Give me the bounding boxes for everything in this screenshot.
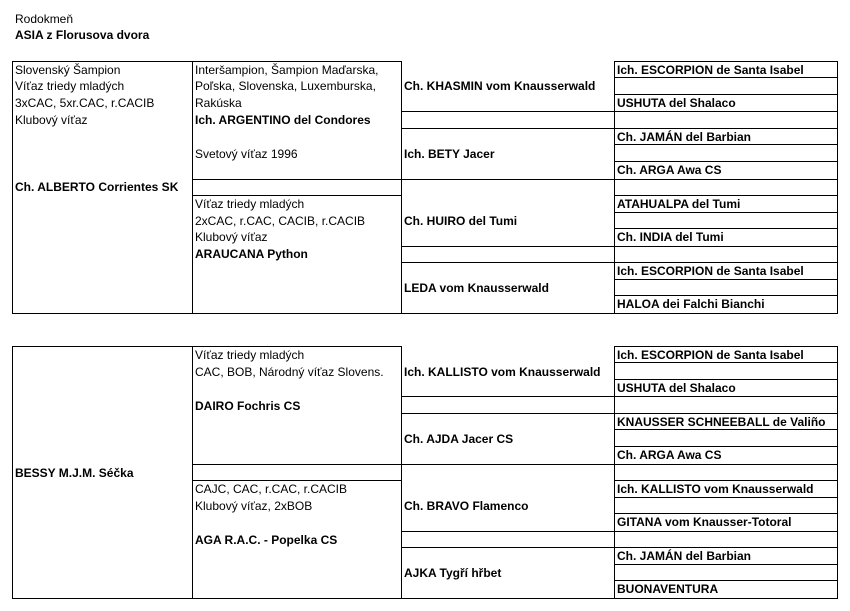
gen3-ancestor: Ch. KHASMIN vom Knausserwald [404,79,596,93]
grandsire-title: Rakúska [195,96,242,110]
gen4-ancestor: BUONAVENTURA [617,582,719,596]
granddam-title: 2xCAC, r.CAC, CACIB, r.CACIB [195,214,366,228]
sire-title: Klubový víťaz [15,113,88,127]
granddam-title: CAJC, CAC, r.CAC, r.CACIB [195,482,348,496]
gen4-ancestor: Ich. ESCORPION de Santa Isabel [617,63,804,77]
gen4-ancestor: Ch. INDIA del Tumi [617,230,724,244]
gen4-ancestor: GITANA vom Knausser-Totoral [617,515,792,529]
gen3-ancestor: Ch. HUIRO del Tumi [404,214,518,228]
document-label: Rodokmeň [15,12,74,26]
dog-name-title: ASIA z Florusova dvora [15,28,150,42]
grandsire-title: CAC, BOB, Národný víťaz Slovens. [195,365,384,379]
grandsire-title: Interšampion, Šampion Maďarska, [195,63,379,77]
gen4-ancestor: Ich. KALLISTO vom Knausserwald [617,482,814,496]
dam-name: BESSY M.J.M. Séčka [15,466,134,480]
grandsire-title: Víťaz triedy mladých [195,348,305,362]
gen3-ancestor: Ich. KALLISTO vom Knausserwald [404,365,601,379]
granddam-name: AGA R.A.C. - Popelka CS [195,533,338,547]
gen3-ancestor: Ich. BETY Jacer [404,147,495,161]
gen4-ancestor: Ch. JAMÁN del Barbian [617,130,752,144]
grandsire-name: Ich. ARGENTINO del Condores [195,113,371,127]
sire-title: Slovenský Šampion [15,63,121,77]
grandsire-name: DAIRO Fochris CS [195,399,301,413]
sire-title: Víťaz triedy mladých [15,79,125,93]
gen4-ancestor: Ch. ARGA Awa CS [617,163,722,177]
grandsire-extra-title: Svetový víťaz 1996 [195,147,298,161]
granddam-title: Klubový víťaz, 2xBOB [195,499,313,513]
granddam-name: ARAUCANA Python [195,247,308,261]
gen4-ancestor: ATAHUALPA del Tumi [617,197,741,211]
sire-title: 3xCAC, 5xr.CAC, r.CACIB [15,96,155,110]
gen3-ancestor: Ch. BRAVO Flamenco [404,499,529,513]
granddam-title: Víťaz triedy mladých [195,197,305,211]
gen4-ancestor: Ich. ESCORPION de Santa Isabel [617,348,804,362]
sire-name: Ch. ALBERTO Corrientes SK [15,180,179,194]
gen4-ancestor: KNAUSSER SCHNEEBALL de Valiño [617,415,826,429]
gen4-ancestor: Ch. JAMÁN del Barbian [617,549,752,563]
grandsire-title: Poľska, Slovenska, Luxemburska, [195,79,376,93]
gen4-ancestor: Ch. ARGA Awa CS [617,448,722,462]
gen4-ancestor: USHUTA del Shalaco [617,381,736,395]
gen3-ancestor: AJKA Tygří hřbet [404,566,502,580]
gen3-ancestor: Ch. AJDA Jacer CS [404,432,514,446]
gen4-ancestor: HALOA dei Falchi Bianchi [617,297,765,311]
gen4-ancestor: USHUTA del Shalaco [617,96,736,110]
granddam-title: Klubový víťaz [195,230,268,244]
gen4-ancestor: Ich. ESCORPION de Santa Isabel [617,264,804,278]
gen3-ancestor: LEDA vom Knausserwald [404,281,549,295]
